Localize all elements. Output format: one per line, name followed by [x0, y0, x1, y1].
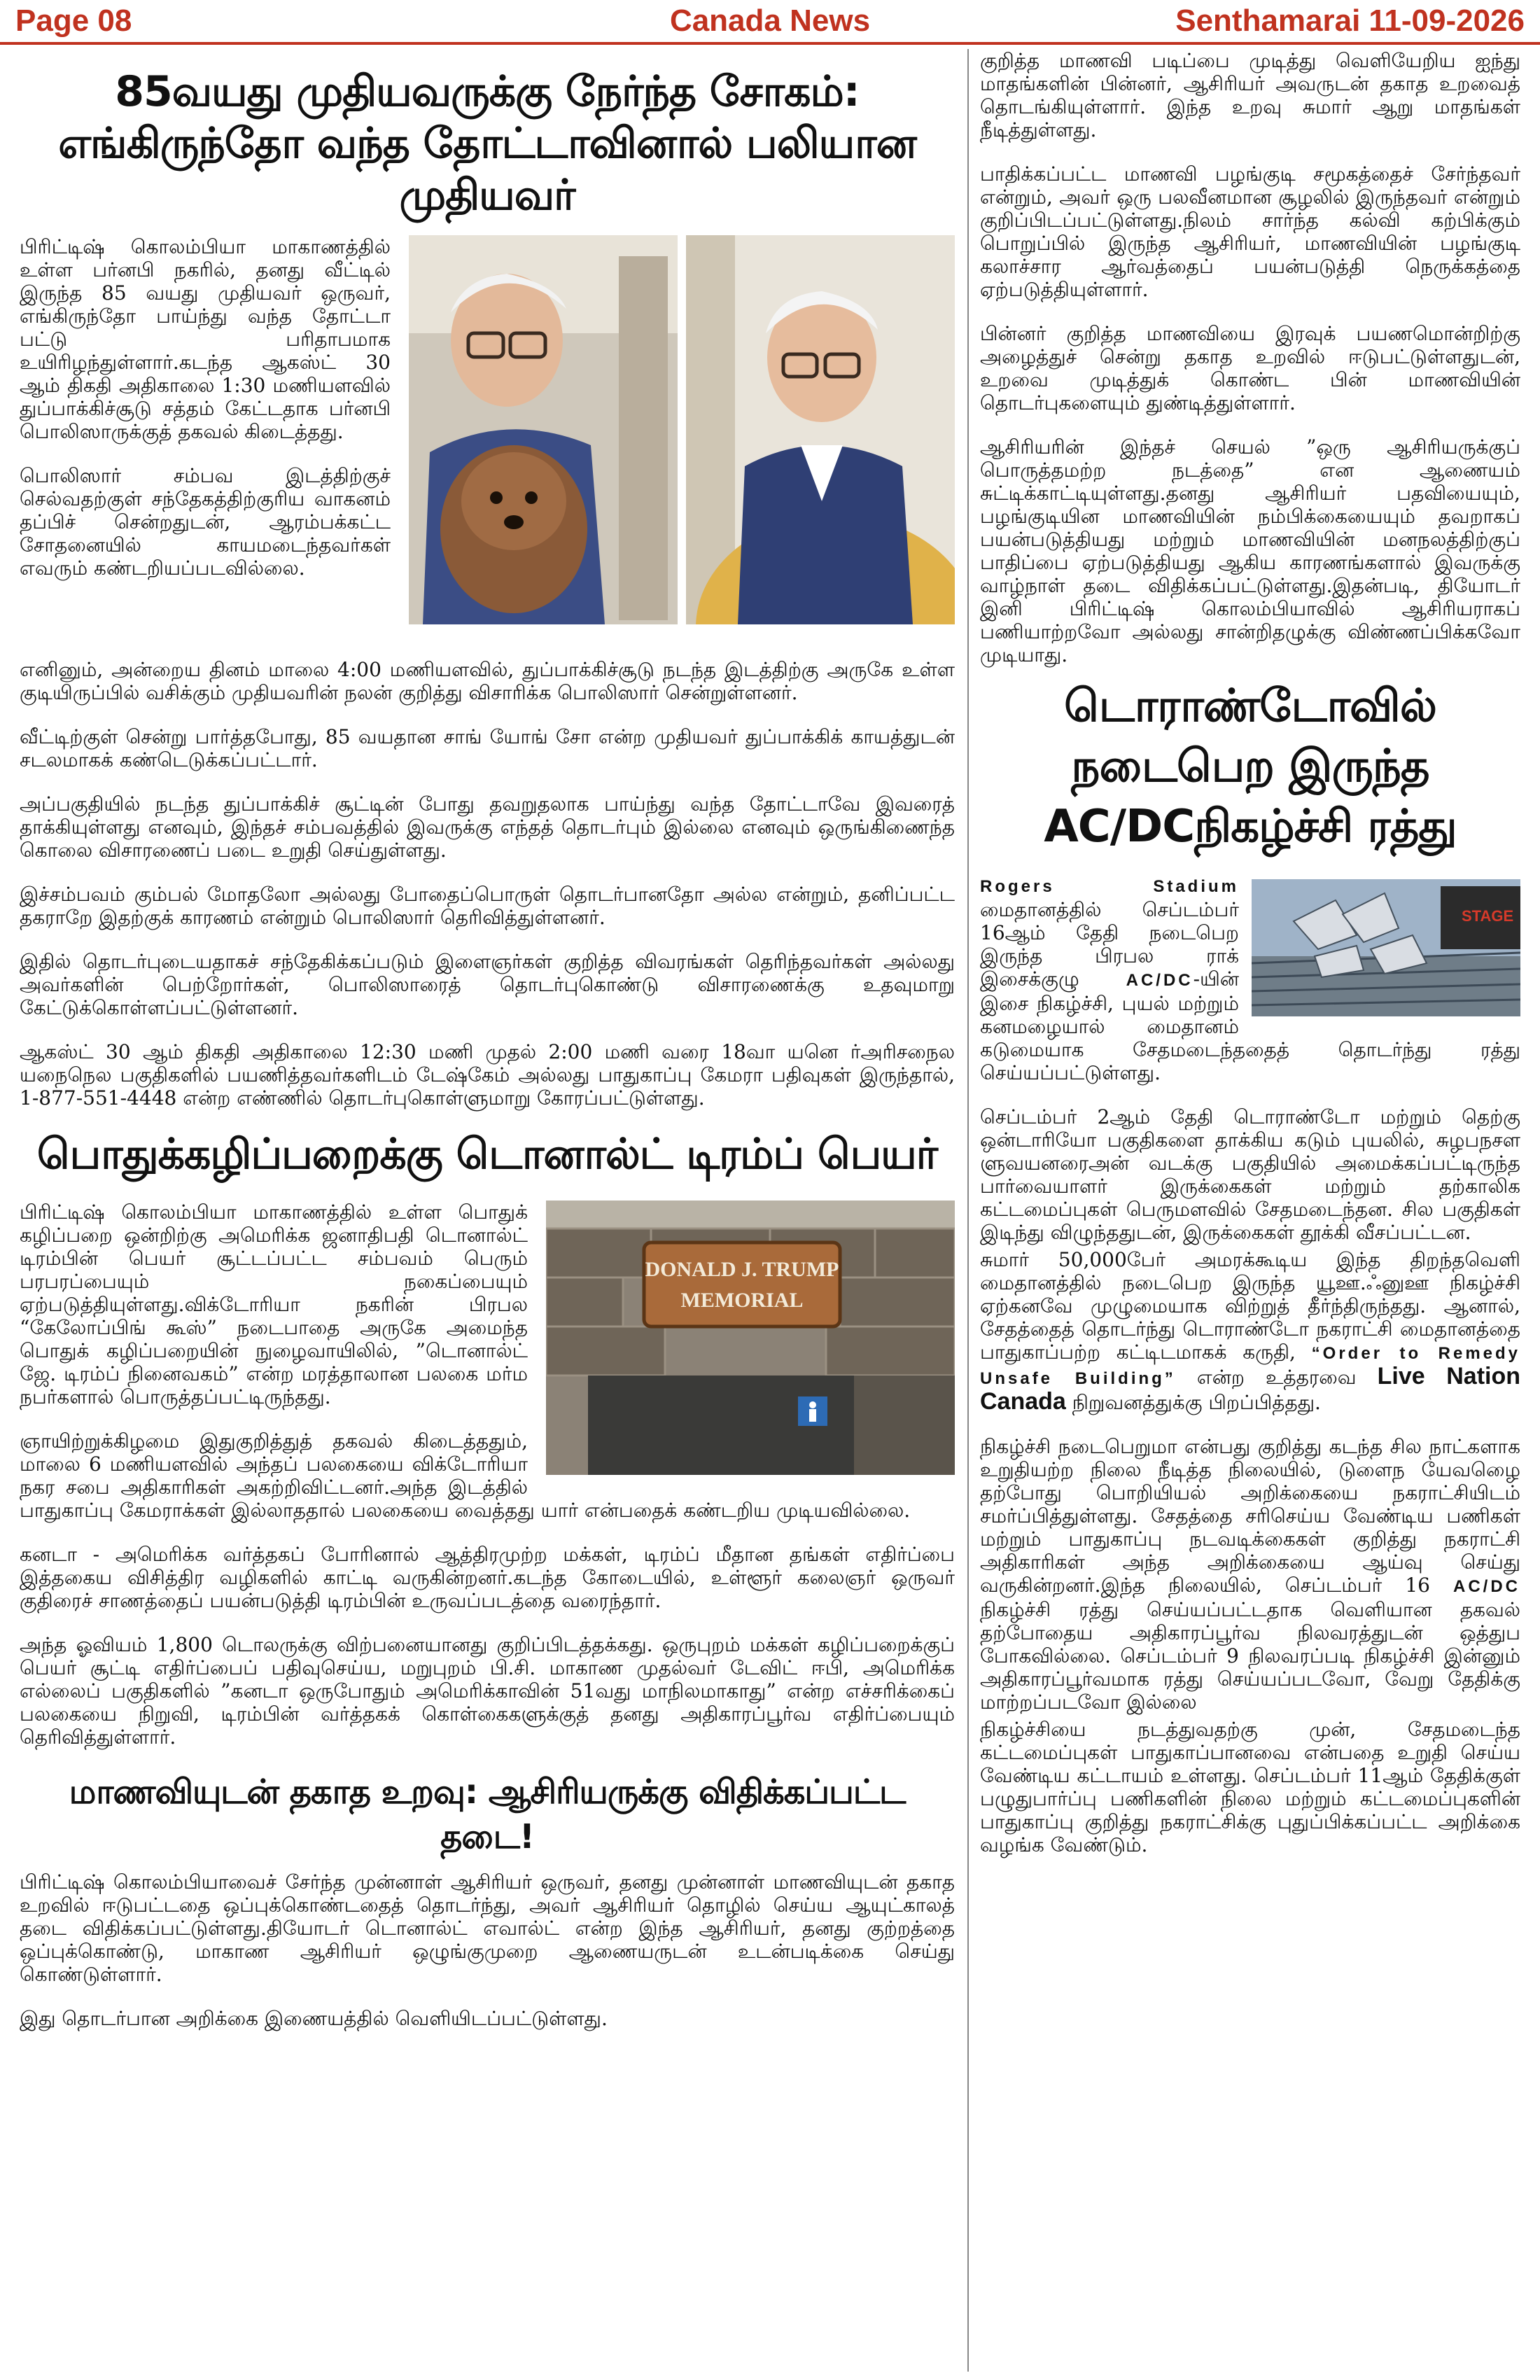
article2-paragraph: ஞாயிற்றுக்கிழமை இதுகுறித்துத் தகவல் கிடைத்ததும், மாலை 6 மணியளவில் அந்தப் பலகையை விக்டோரியா நகர சபை அதிகாரிகள் அகற்றிவிட்டனர்.அந்த இடத்தில் பாதுகாப்பு கேமராக்கள் இல்லாததால் பலகையை வைத்தது யார் என்பதைக் கண்டறிய முடியவில்லை. — [20, 1429, 911, 1522]
order-label: “Order to Remedy Unsafe Building” — [980, 1344, 1521, 1388]
article3-paragraph: பின்னர் குறித்த மாணவியை இரவுக் பயணமொன்றிற்கு அழைத்துச் சென்று தகாத உறவில் ஈடுபட்டுள்ளதுடன், உறவை முடித்துக் கொண்ட பின் மாணவியின் தொடர்புகளையும் துண்டித்துள்ளார். — [980, 322, 1520, 414]
sign-line-1: DONALD J. TRUMP — [645, 1258, 839, 1281]
lead-text-2: -யின் இசை நிகழ்ச்சி, புயல் மற்றும் கனமழையால் மைதானம் கடுமையாக சேதமடைந்ததைத் தொடர்ந்து ரத்து செய்யப்பட்டுள்ளது. — [980, 967, 1520, 1084]
acdc-label: AC/DC — [1126, 971, 1194, 990]
stage-sign: STAGE — [1462, 907, 1514, 925]
article4-paragraph: நிகழ்ச்சியை நடத்துவதற்கு முன், சேதமடைந்த கட்டமைப்புகள் பாதுகாப்பானவை என்பதை உறுதி செய்ய வேண்டிய கட்டாயம் உள்ளது. செப்டம்பர் 11ஆம் தேதிக்குள் பழுதுபார்ப்பு பணிகளின் நிலை மற்றும் கட்டமைப்புகளின் பாதுகாப்பு குறித்து நகராட்சிக்கு புதுப்பிக்கப்பட்ட அறிக்கை வழங்க வேண்டும். — [980, 1718, 1520, 1856]
live-nation-label: Live Nation Canada — [980, 1363, 1521, 1415]
masthead-right — [1167, 4, 1525, 38]
article1-paragraph: எனினும், அன்றைய தினம் மாலை 4:00 மணியளவில், துப்பாக்கிச்சூடு நடந்த இடத்திற்கு அருகே உள்ள குடியிருப்பில் வசிக்கும் முதியவரின் நலன் குறித்து விசாரிக்க பொலிஸார் சென்றுள்ளனர். — [20, 658, 955, 704]
toilet-sign-photo — [546, 1200, 955, 1475]
article1-paragraph: பொலிஸார் சம்பவ இடத்திற்குச் செல்வதற்குள் சந்தேகத்திற்குரிய வாகனம் தப்பிச் சென்றதுடன், ஆரம்பக்கட்ட சோதனையில் காயமடைந்தவர்கள் எவரும் கண்டறியப்படவில்லை. — [20, 464, 391, 580]
page-number: Page 08 — [15, 4, 132, 38]
article1-paragraph: இதில் தொடர்புடையதாகச் சந்தேகிக்கப்படும் இளைஞர்கள் குறித்த விவரங்கள் தெரிந்தவர்கள் அல்லது அவர்களின் பெற்றோர்கள், பொலிஸாரைத் தொடர்புகொண்டு விசாரணைக்கு உதவுமாறு கேட்டுக்கொள்ளப்பட்டுள்ளனர். — [20, 950, 955, 1019]
article1-paragraph: அப்பகுதியில் நடந்த துப்பாக்கிச் சூட்டின் போது தவறுதலாக பாய்ந்து வந்த தோட்டாவே இவரைத் தாக்கியுள்ளது எனவும், இந்தச் சம்பவத்தில் இவருக்கு எந்தத் தொடர்பும் இல்லை எனவும் ஒருங்கிணைந்த கொலை விசாரணைப் படை உறுதி செய்துள்ளது. — [20, 792, 955, 862]
article2-headline: பொதுக்கழிப்பறைக்கு டொனால்ட் டிரம்ப் பெயர் — [36, 1130, 938, 1179]
article1-headline: 85வயது முதியவருக்கு நேர்ந்த சோகம்: எங்கிருந்தோ வந்த தோட்டாவினால் பலியான முதியவர் — [58, 67, 916, 220]
article2-paragraph: அந்த ஓவியம் 1,800 டொலருக்கு விற்பனையானது குறிப்பிடத்தக்கது. ஒருபுறம் மக்கள் கழிப்பறைக்குப் பெயர் சூட்டி எதிர்ப்பைப் பதிவுசெய்ய, மறுபுறம் பி.சி. மாகாண முதல்வர் டேவிட் ஈபி, அமெரிக்க எல்லைப் பகுதிகளில் ”கனடா ஒருபோதும் அமெரிக்காவின் 51வது மாநிலமாகாது” என்ற எச்சரிக்கைப் பலகையை நிறுவி, டிரம்பின் வர்த்தகக் கொள்கைகளுக்குத் தனது அதிகாரப்பூர்வ எதிர்ப்பையும் தெரிவித்துள்ளார். — [20, 1633, 955, 1749]
p3c-text: நிறுவனத்துக்கு பிறப்பித்தது. — [1072, 1391, 1321, 1414]
acdc-label-2: AC/DC — [1453, 1577, 1520, 1596]
article4-paragraph — [980, 1248, 1520, 1414]
column-divider — [967, 49, 969, 2372]
article3-paragraph: இது தொடர்பான அறிக்கை இணையத்தில் வெளியிடப்பட்டுள்ளது. — [20, 2007, 608, 2030]
article1-paragraph: பிரிட்டிஷ் கொலம்பியா மாகாணத்தில் உள்ள பர்னபி நகரில், தனது வீட்டில் இருந்த 85 வயது முதியவர் ஒருவர், எங்கிருந்தோ பாய்ந்து வந்த தோட்டா பட்டு பரிதாபமாக உயிரிழந்துள்ளார்.கடந்த ஆகஸ்ட் 30 ஆம் திகதி அதிகாலை 1:30 மணியளவில் துப்பாக்கிச்சூடு சத்தம் கேட்டதாக பர்னபி பொலிஸாருக்குத் தகவல் கிடைத்தது. — [20, 235, 391, 443]
article3-paragraph: பாதிக்கப்பட்ட மாணவி பழங்குடி சமூகத்தைச் சேர்ந்தவர் என்றும், அவர் ஒரு பலவீனமான சூழலில் இருந்தவர் என்றும் குறிப்பிடப்பட்டுள்ளது.நிலம் சார்ந்த கல்வி கற்பிக்கும் பொறுப்பில் இருந்த ஆசிரியர், மாணவியின் பழங்குடி கலாச்சார ஆர்வத்தைப் பயன்படுத்தி நெருக்கத்தை ஏற்படுத்தியுள்ளார். — [980, 162, 1520, 301]
p3-text: சுமார் 50,000பேர் அமரக்கூடிய இந்த திறந்தவெளி மைதானத்தில் நடைபெற இருந்த யூஊ.ஃனுஊ நிகழ்ச்சி ஏற்கனவே முழுமையாக விற்றுத் தீர்ந்திருந்தது. ஆனால், சேதத்தைத் தொடர்ந்து டொராண்டோ நகராட்சி மைதானத்தை பாதுகாப்பற்ற கட்டிடமாகக் கருதி, — [980, 1248, 1520, 1364]
p4-text: நிகழ்ச்சி நடைபெறுமா என்பது குறித்து கடந்த சில நாட்களாக உறுதியற்ற நிலை நீடித்த நிலையில், டுளைந யேவழைெ தற்போது பொறியியல் அறிக்கையை நகராட்சியிடம் சமர்ப்பித்துள்ளது. சேதத்தை சரிசெய்ய வேண்டிய பணிகள் மற்றும் பாதுகாப்பு நடவடிக்கைகள் குறித்து நகராட்சி அதிகாரிகள் அந்த அறிக்கையை ஆய்வு செய்து வருகின்றனர்.இந்த நிலையில், செப்டம்பர் 16 — [980, 1435, 1520, 1597]
lead-text-1: மைதானத்தில் செப்டம்பர் 16ஆம் தேதி நடைபெற இருந்த பிரபல ராக் இசைக்குழு — [980, 898, 1239, 990]
article4-paragraph — [980, 1435, 1520, 1714]
article4-photo — [1252, 879, 1520, 1019]
sign-line-2: MEMORIAL — [680, 1289, 804, 1312]
article2-paragraph: பிரிட்டிஷ் கொலம்பியா மாகாணத்தில் உள்ள பொதுக் கழிப்பறை ஒன்றிற்கு அமெரிக்க ஜனாதிபதி டொனால்ட் டிரம்பின் பெயர் சூட்டப்பட்ட சம்பவம் பெரும் பரபரப்பையும் நகைப்பையும் ஏற்படுத்தியுள்ளது.விக்டோரியா நகரின் பிரபல “கேலோப்பிங் கூஸ்” நடைபாதை அருகே அமைந்த பொதுக் கழிப்பறையின் நுழைவாயிலில், ”டொனால்ட் ஜே. டிரம்ப் நினைவகம்” என்ற மரத்தாலான பலகை மர்ம நபர்களால் பொருத்தப்பட்டிருந்தது. — [20, 1200, 528, 1408]
right-column — [980, 49, 1520, 1856]
article2-photo — [546, 1200, 955, 1478]
article4-paragraph: செப்டம்பர் 2ஆம் தேதி டொராண்டோ மற்றும் தெற்கு ஒன்டாரியோ பகுதிகளை தாக்கிய கடும் புயலில், சுழபநசள ளுவயனரைஅன் வடக்கு பகுதியில் அமைக்கப்பட்டிருந்த பார்வையாளர் இருக்கைகள் மற்றும் தற்காலிக கட்டமைப்புகள் பெருமளவில் சேதமடைந்தன. சில பகுதிகள் இடிந்து விழுந்ததுடன், இருக்கைகள் தூக்கி வீசப்பட்டன. — [980, 1105, 1520, 1244]
article1-paragraph: வீட்டிற்குள் சென்று பார்த்தபோது, 85 வயதான சாங் யோங் சோ என்ற முதியவர் துப்பாக்கிக் காயத்துடன் சடலமாகக் கண்டெடுக்கப்பட்டார். — [20, 725, 955, 771]
article3-paragraph: குறித்த மாணவி படிப்பை முடித்து வெளியேறிய ஐந்து மாதங்களின் பின்னர், ஆசிரியர் அவருடன் தகாத உறவைத் தொடங்கியுள்ளார். இந்த உறவு சுமார் ஆறு மாதங்கள் நீடித்துள்ளது. — [980, 49, 1520, 141]
article3-paragraph: பிரிட்டிஷ் கொலம்பியாவைச் சேர்ந்த முன்னாள் ஆசிரியர் ஒருவர், தனது முன்னாள் மாணவியுடன் தகாத உறவில் ஈடுபட்டதை ஒப்புக்கொண்டதைத் தொடர்ந்து, அவர் ஆசிரியர் தொழில் செய்ய ஆயுட்காலத் தடை விதிக்கப்பட்டுள்ளது.தியோடர் டொனால்ட் எவால்ட் என்ற இந்த ஆசிரியர், தனது குற்றத்தை ஒப்புக்கொண்டு, மாகாண ஆசிரியர் ஒழுங்குமுறை ஆணையருடன் உடன்படிக்கை செய்து கொண்டுள்ளார். — [20, 1870, 955, 1986]
issue-date: 11-09-2026 — [1368, 4, 1525, 38]
article1-paragraph: ஆகஸ்ட் 30 ஆம் திகதி அதிகாலை 12:30 மணி முதல் 2:00 மணி வரை 18வா யனெ ர்அரிசநைல யநைநெல பகுதிகளில் பயணித்தவர்களிடம் டேஷ்கேம் அல்லது பாதுகாப்பு கேமரா பதிவுகள் இருந்தால், 1-877-551-4448 என்ற எண்ணில் தொடர்புகொள்ளுமாறு கோரப்பட்டுள்ளது. — [20, 1040, 955, 1110]
article2-paragraph: கனடா - அமெரிக்க வர்த்தகப் போரினால் ஆத்திரமுற்ற மக்கள், டிரம்ப் மீதான தங்கள் எதிர்ப்பை இத்தகைய விசித்திர வழிகளில் காட்டி வருகின்றனர்.கடந்த கோடையில், உள்ளூர் கலைஞர் ஒருவர் குதிரைச் சாணத்தைப் பயன்படுத்தி டிரம்பின் உருவப்படத்தை வரைந்தார். — [20, 1543, 955, 1612]
paper-name: Canada News — [669, 4, 871, 38]
p4b-text: நிகழ்ச்சி ரத்து செய்யப்பட்டதாக வெளியான தகவல் தற்போதைய அதிகாரப்பூர்வ நிலவரத்துடன் ஒத்துப போகவில்லை. செப்டம்பர் 9 நிலவரப்படி நிகழ்ச்சி இன்னும் அதிகாரப்பூர்வமாக ரத்து செய்யப்படவோ, வேறு தேதிக்கு மாற்றப்படவோ இல்லை — [980, 1598, 1520, 1714]
damaged-stadium-photo — [1252, 879, 1520, 1016]
rogers-stadium-label: Rogers Stadium — [980, 877, 1239, 896]
brand-name: Senthamarai — [1175, 4, 1361, 38]
article3-paragraph: ஆசிரியரின் இந்தச் செயல் ”ஒரு ஆசிரியருக்குப் பொருத்தமற்ற நடத்தை” என ஆணையம் சுட்டிக்காட்டியுள்ளது.தனது ஆசிரியர் பதவியையும், பழங்குடியின மாணவியின் நம்பிக்கையையும் தவறாகப் பயன்படுத்தியது மற்றும் மாணவியின் மனநலத்திற்குப் பாதிப்பை ஏற்படுத்தியது ஆகிய காரணங்களால் இவருக்கு வாழ்நாள் தடை விதிக்கப்பட்டுள்ளது.இதன்படி, தியோடர் இனி பிரிட்டிஷ் கொலம்பியாவில் ஆசிரியராகப் பணியாற்றவோ அல்லது சான்றிதழுக்கு விண்ணப்பிக்கவோ முடியாது. — [980, 435, 1520, 666]
article1-paragraph: இச்சம்பவம் கும்பல் மோதலோ அல்லது போதைப்பொருள் தொடர்பானதோ அல்ல என்றும், தனிப்பட்ட தகராறே இதற்குக் காரணம் என்றும் பொலிஸார் தெரிவித்துள்ளனர். — [20, 883, 955, 929]
article4-headline: டொராண்டோவில் நடைபெற இருந்த AC/DCநிகழ்ச்சி ரத்து — [1044, 680, 1457, 853]
p3b-text: என்ற உத்தரவை — [1196, 1366, 1357, 1389]
left-column — [20, 55, 955, 2030]
article1-photo — [409, 235, 955, 627]
masthead — [0, 0, 1540, 45]
article3-headline: மாணவியுடன் தகாத உறவு: ஆசிரியருக்கு விதிக்கப்பட்ட தடை! — [69, 1772, 906, 1856]
elderly-man-photo — [409, 235, 955, 624]
